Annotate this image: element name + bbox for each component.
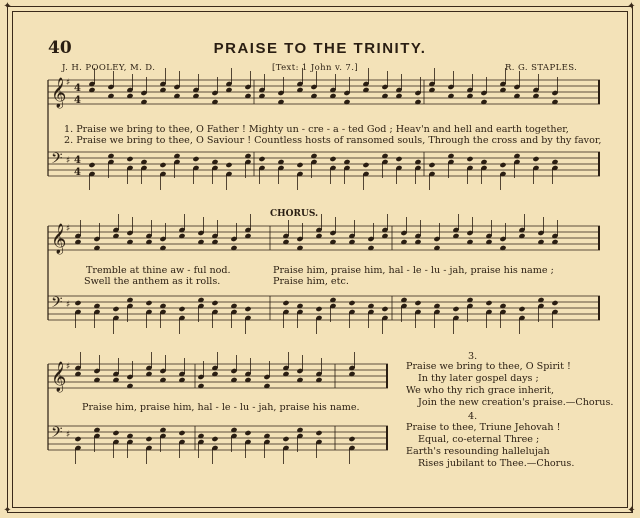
svg-text:4: 4 bbox=[74, 167, 81, 178]
svg-text:𝄞: 𝄞 bbox=[51, 362, 67, 392]
stanza-4-number: 4. bbox=[468, 411, 478, 422]
stanza-3-line-1: Praise we bring to thee, O Spirit ! bbox=[406, 361, 571, 372]
svg-text:♯: ♯ bbox=[66, 156, 71, 166]
stanza-4-line-3: Earth's resounding hallelujah bbox=[406, 446, 550, 457]
svg-text:♯: ♯ bbox=[66, 430, 71, 440]
chorus-line-1-alt: Praise him, etc. bbox=[273, 276, 349, 287]
verse-2-line-2: Swell the anthem as it rolls. bbox=[84, 276, 221, 287]
stanza-4-line-2: Equal, co-eternal Three ; bbox=[418, 434, 540, 445]
composer-credit: R. G. STAPLES. bbox=[505, 63, 578, 73]
svg-text:𝄢: 𝄢 bbox=[51, 424, 63, 445]
svg-text:♯: ♯ bbox=[66, 362, 71, 372]
corner-ornament-top-right: ✦ bbox=[627, 1, 636, 12]
chorus-line-final: Praise him, praise him, hal - le - lu - jah, praise his name. bbox=[82, 402, 360, 413]
corner-ornament-bottom-right: ✦ bbox=[627, 505, 636, 516]
svg-text:4: 4 bbox=[74, 83, 81, 94]
svg-text:♯: ♯ bbox=[66, 78, 71, 88]
svg-text:♯: ♯ bbox=[66, 300, 71, 310]
corner-ornament-top-left: ✦ bbox=[3, 1, 12, 12]
stanza-3-number: 3. bbox=[468, 351, 478, 362]
svg-text:4: 4 bbox=[74, 95, 81, 106]
svg-text:𝄢: 𝄢 bbox=[51, 150, 63, 171]
scripture-reference: [Text: 1 John v. 7.] bbox=[272, 63, 359, 73]
svg-text:𝄞: 𝄞 bbox=[51, 224, 67, 254]
stanza-3-line-4: Join the new creation's praise.—Chorus. bbox=[418, 397, 614, 408]
stanza-4-line-1: Praise to thee, Triune Jehovah ! bbox=[406, 422, 561, 433]
corner-ornament-bottom-left: ✦ bbox=[3, 505, 12, 516]
lyricist-credit: J. H. POOLEY, M. D. bbox=[62, 63, 156, 73]
chorus-line-1: Praise him, praise him, hal - le - lu - jah, praise his name ; bbox=[273, 265, 554, 276]
verse-1-line-2: Tremble at thine aw - ful nod. bbox=[86, 265, 231, 276]
svg-text:4: 4 bbox=[74, 155, 81, 166]
verse-2-line-1: 2. Praise we bring to thee, O Saviour ! Countless hosts of ransomed souls, Through the cross and by thy favor, bbox=[64, 135, 602, 146]
stanza-3-line-3: We who thy rich grace inherit, bbox=[406, 385, 554, 396]
svg-text:𝄞: 𝄞 bbox=[51, 78, 67, 108]
hymn-title: PRAISE TO THE TRINITY. bbox=[213, 40, 427, 57]
svg-text:𝄢: 𝄢 bbox=[51, 294, 63, 315]
chorus-label: CHORUS. bbox=[270, 209, 319, 219]
stanza-4-line-4: Rises jubilant to Thee.—Chorus. bbox=[418, 458, 575, 469]
verse-1-line-1: 1. Praise we bring to thee, O Father ! Mighty un - cre - a - ted God ; Heav'n and hell and earth together, bbox=[64, 124, 569, 135]
page-number: 40 bbox=[48, 38, 72, 58]
svg-text:♯: ♯ bbox=[66, 224, 71, 234]
stanza-3-line-2: In thy later gospel days ; bbox=[418, 373, 539, 384]
